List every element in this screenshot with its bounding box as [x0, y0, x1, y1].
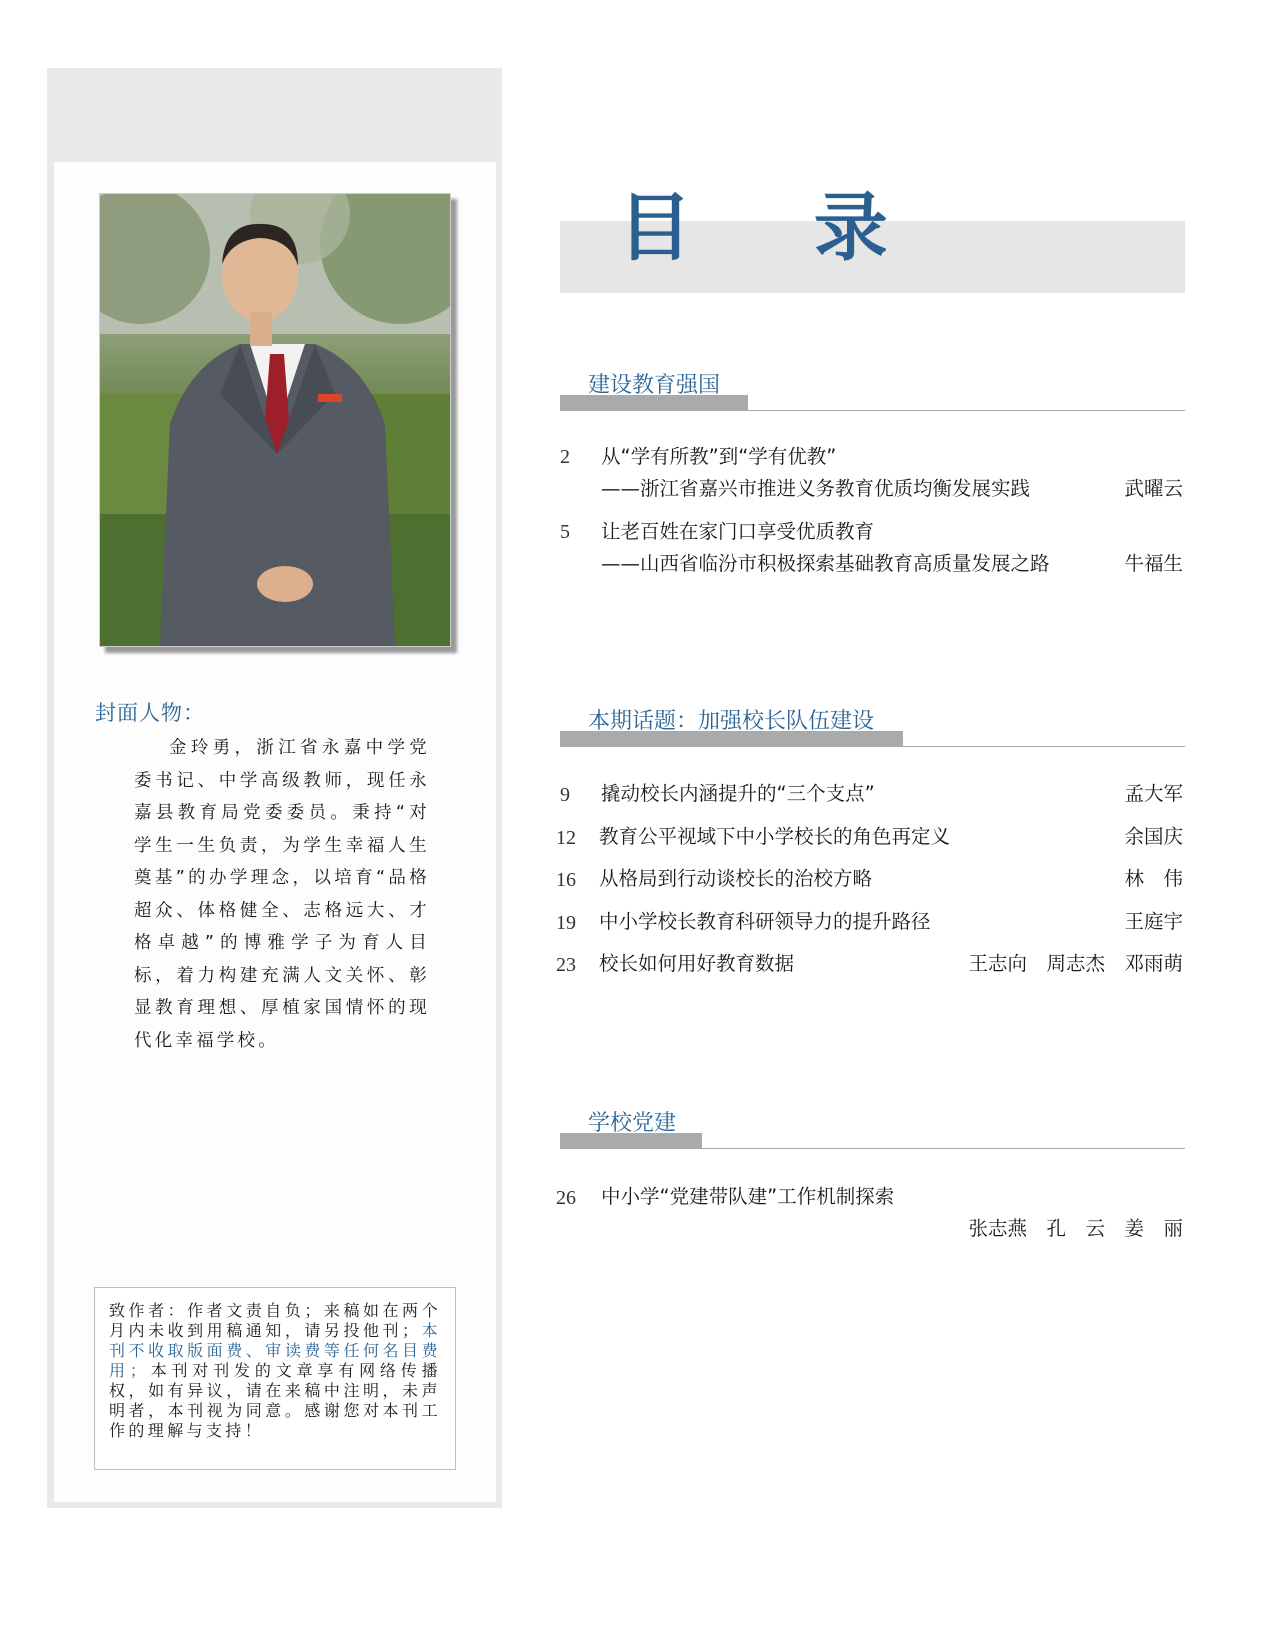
toc-entry-author: 武曜云 [1124, 477, 1183, 500]
toc-page-number: 26 [556, 1187, 576, 1209]
toc-entry-title[interactable]: 从格局到行动谈校长的治校方略 [599, 867, 873, 890]
toc-entry-author: 牛福生 [1124, 552, 1183, 575]
toc-entry-author: 林 伟 [1124, 867, 1183, 890]
toc-page-number: 9 [560, 784, 570, 806]
toc-title: 目 录 [618, 185, 936, 271]
toc-entry-title[interactable]: 从“学有所教”到“学有优教” [601, 445, 837, 468]
toc-entry-author: 孟大军 [1124, 782, 1183, 805]
toc-entry-author: 王志向 周志杰 邓雨萌 [968, 952, 1183, 975]
toc-entry-title[interactable]: 教育公平视域下中小学校长的角色再定义 [599, 825, 951, 848]
cover-person-bio: 金玲勇，浙江省永嘉中学党委书记、中学高级教师，现任永嘉县教育局党委委员。秉持“对学生一生负责，为学生幸福人生奠基”的办学理念，以培育“品格超众、体格健全、志格远大、才格卓越”的博雅学子为育人目标，着力构建充满人文关怀、彰显教育理想、厚植家国情怀的现代化幸福学校。 [134, 738, 430, 1051]
author-notice-box [94, 1287, 456, 1470]
toc-entry-title[interactable]: 中小学“党建带队建”工作机制探索 [601, 1185, 895, 1208]
author-notice-text: 致作者：作者文责自负；来稿如在两个月内未收到用稿通知，请另投他刊； [109, 1301, 441, 1340]
cover-person-photo [99, 193, 451, 647]
author-notice-highlight: 本刊不收取版面费、审读费等任何名目费用； [109, 1321, 441, 1380]
section-header [560, 707, 1185, 747]
toc-entry-subtitle: ——山西省临汾市积极探索基础教育高质量发展之路 [601, 552, 1050, 575]
section-title: 本期话题：加强校长队伍建设 [588, 709, 875, 734]
section-header [560, 1109, 1185, 1149]
toc-page-number: 16 [556, 869, 576, 891]
toc-entry-title[interactable]: 校长如何用好教育数据 [599, 952, 795, 975]
toc-page-number: 19 [556, 912, 576, 934]
toc-entry-subtitle: ——浙江省嘉兴市推进义务教育优质均衡发展实践 [601, 477, 1031, 500]
section-title: 建设教育强国 [588, 373, 721, 398]
toc-entry-title[interactable]: 中小学校长教育科研领导力的提升路径 [599, 910, 931, 933]
section-title: 学校党建 [588, 1111, 677, 1136]
toc-entry-title[interactable]: 撬动校长内涵提升的“三个支点” [601, 782, 875, 805]
cover-person-label: 封面人物： [95, 701, 205, 725]
toc-page-number: 2 [560, 446, 570, 468]
toc-page-number: 23 [556, 954, 576, 976]
toc-entry-title[interactable]: 让老百姓在家门口享受优质教育 [601, 520, 875, 543]
toc-entry-author: 王庭宇 [1124, 910, 1183, 933]
toc-page-number: 12 [556, 827, 576, 849]
section-header [560, 371, 1185, 411]
toc-entry-author: 余国庆 [1124, 825, 1183, 848]
toc-page-number: 5 [560, 521, 570, 543]
toc-entry-author: 张志燕 孔 云 姜 丽 [968, 1217, 1183, 1240]
author-notice-text-end: 本刊对刊发的文章享有网络传播权，如有异议，请在来稿中注明，未声明者，本刊视为同意。感谢您对本刊工作的理解与支持！ [109, 1361, 441, 1440]
